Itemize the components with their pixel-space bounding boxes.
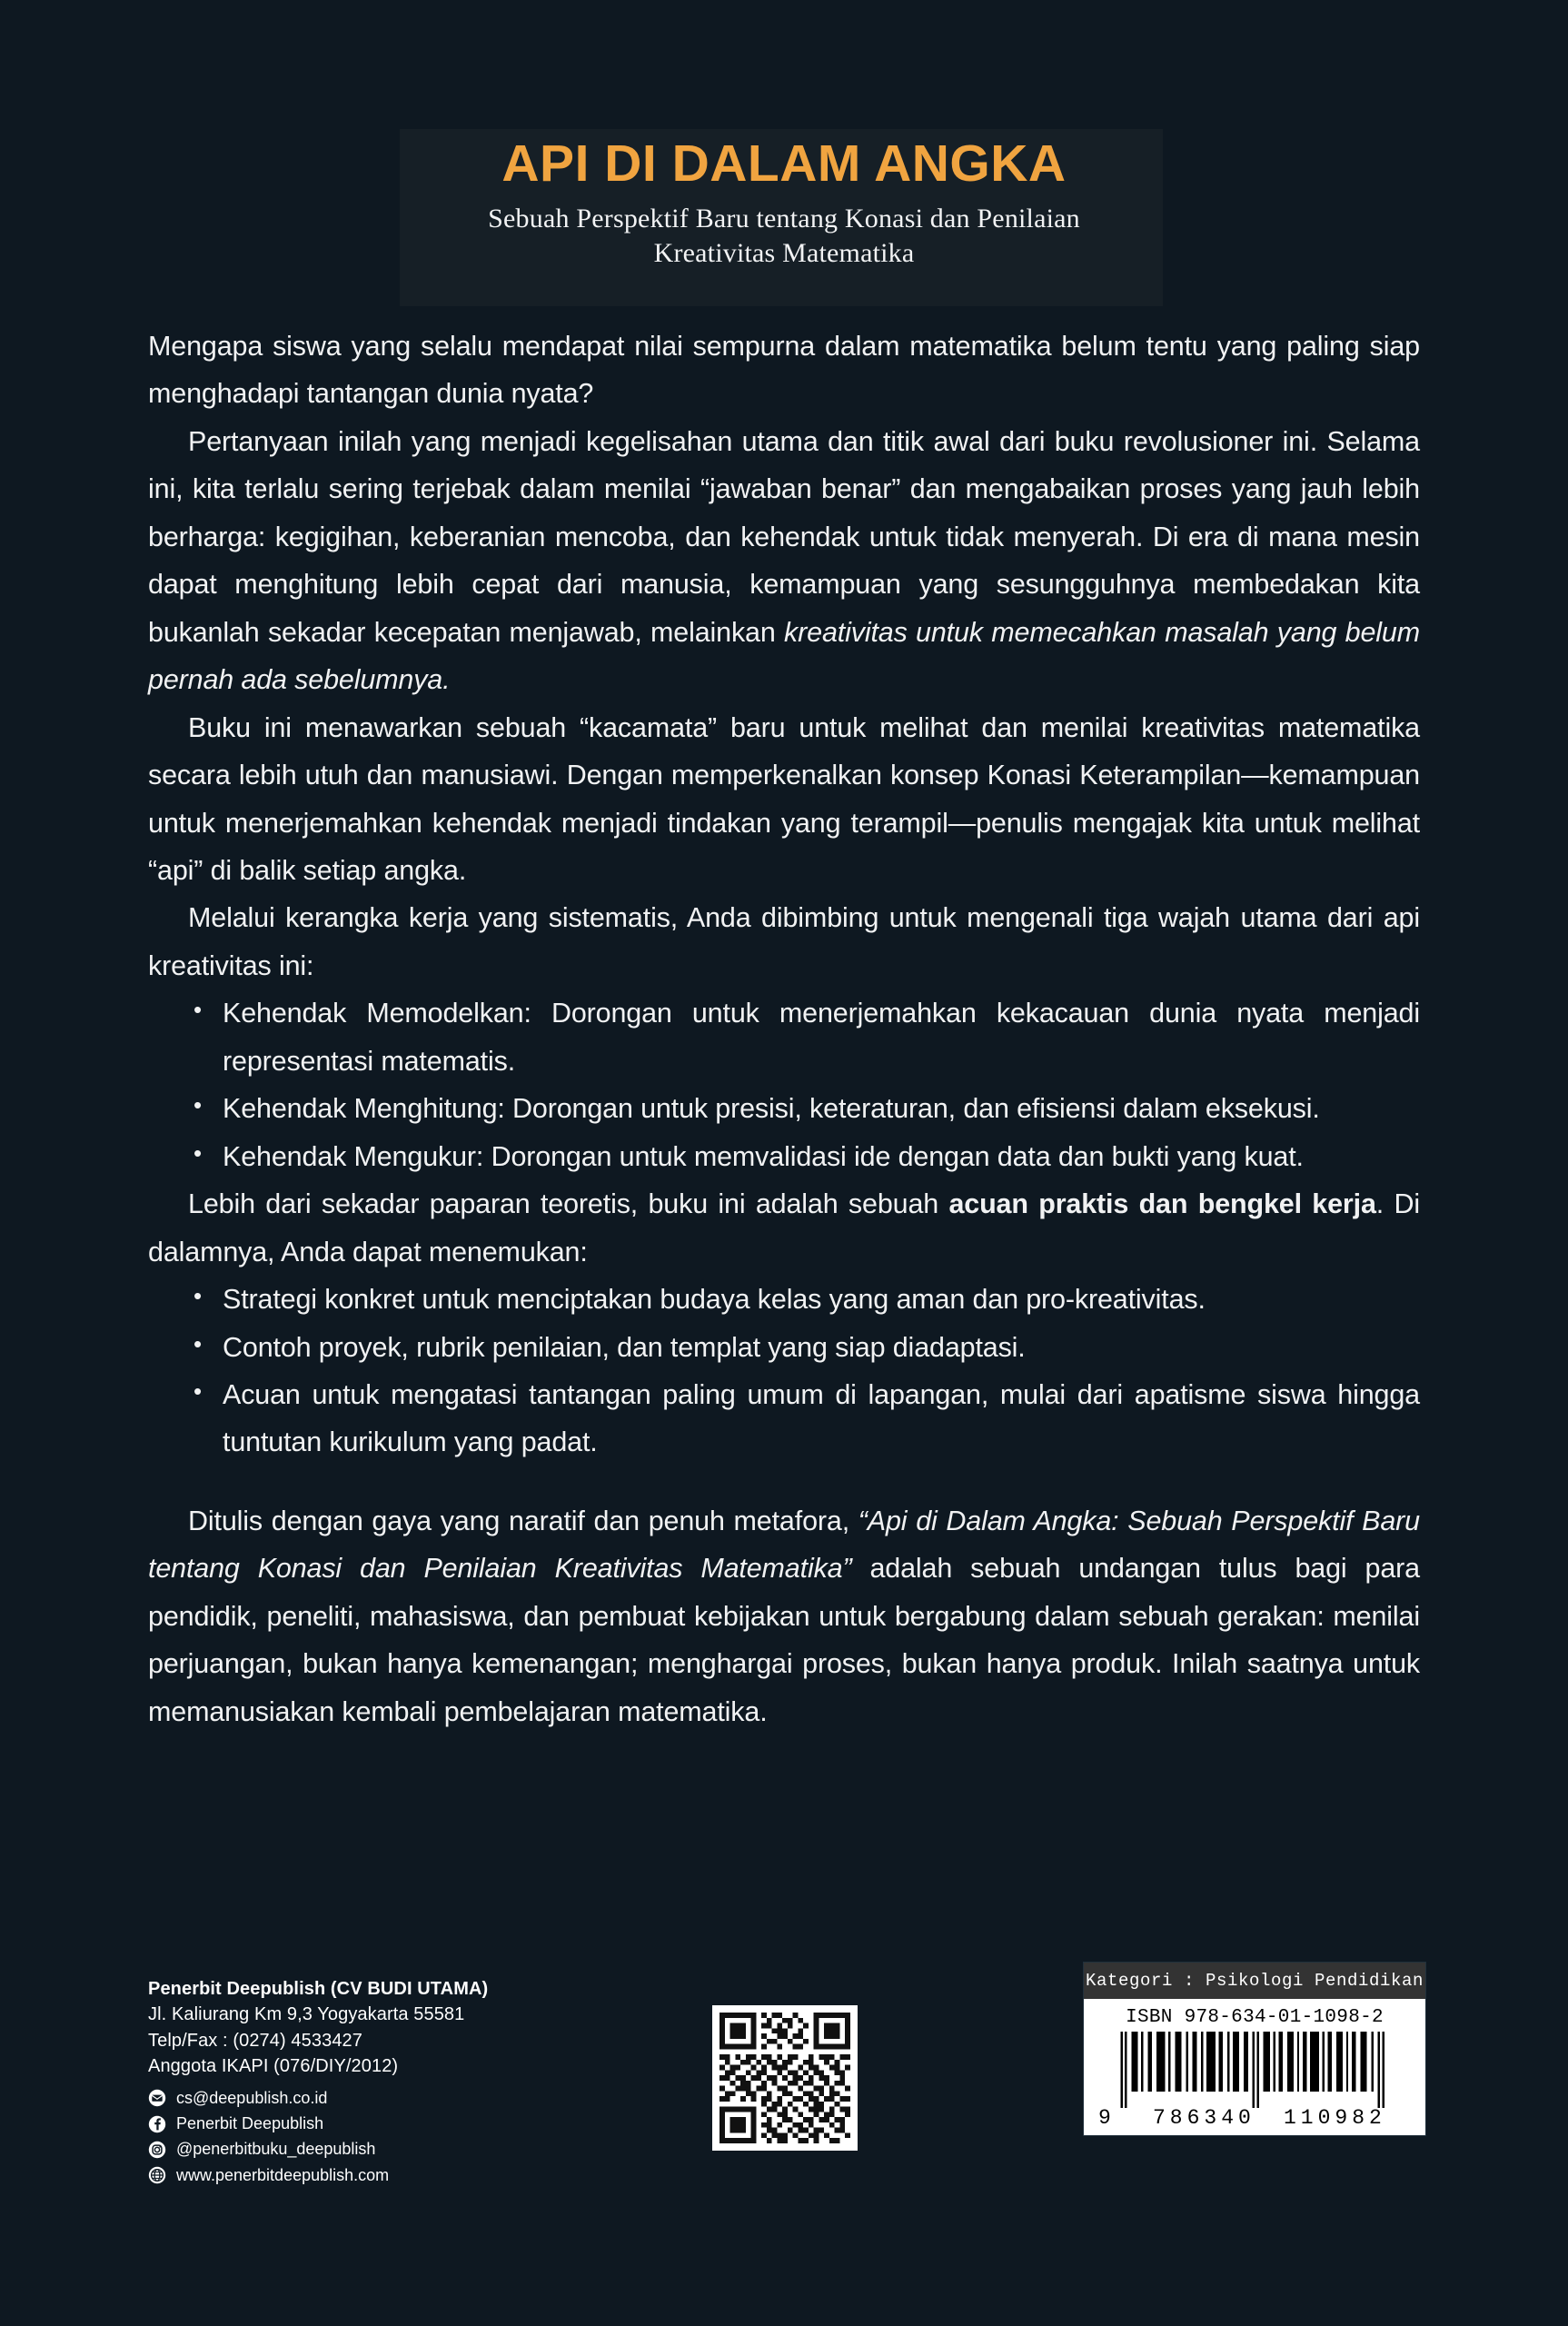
list-item (148, 1371, 1420, 1466)
contact-instagram-label: @penerbitbuku_deepublish (176, 2140, 376, 2159)
list-item-label: Acuan untuk mengatasi tantangan paling umum di lapangan, mulai dari apatisme siswa hingga tuntutan kurikulum yang padat. (223, 1378, 1420, 1458)
blurb-paragraph-2 (148, 418, 1420, 704)
contact-email-label: cs@deepublish.co.id (176, 2088, 328, 2107)
blurb-paragraph-6-title: “Api di Dalam Angka: Sebuah Perspektif Baru tentang Konasi dan Penilaian Kreativitas Matematika” (148, 1505, 1420, 1585)
bullet-dot-icon: • (194, 1329, 202, 1357)
blurb-paragraph-6 (148, 1497, 1420, 1735)
contact-instagram[interactable] (148, 2137, 711, 2162)
back-cover-blurb (148, 323, 1420, 1735)
bullet-dot-icon: • (194, 996, 202, 1024)
list-item-label: Contoh proyek, rubrik penilaian, dan templat yang siap diadaptasi. (223, 1331, 1026, 1363)
blurb-paragraph-5-strong: acuan praktis dan bengkel kerja (948, 1188, 1376, 1220)
globe-icon (148, 2166, 166, 2184)
ean-digits (1097, 2108, 1413, 2128)
page-title: API DI DALAM ANGKA (501, 134, 1067, 193)
ean-middle-digits: 786340 (1153, 2106, 1255, 2130)
blurb-paragraph-5 (148, 1180, 1420, 1276)
list-item-label: Kehendak Mengukur: Dorongan untuk memvalidasi ide dengan data dan bukti yang kuat. (223, 1140, 1304, 1172)
barcode (1097, 2032, 1413, 2130)
barcode-image (1097, 2032, 1413, 2108)
bullet-dot-icon: • (194, 1282, 202, 1310)
kategori-label: Kategori : Psikologi Pendidikan (1084, 1963, 1425, 1999)
blurb-paragraph-6-lead: Ditulis dengan gaya yang naratif dan penuh metafora, (188, 1505, 858, 1536)
ean-left-digit: 9 (1098, 2106, 1111, 2130)
blurb-paragraph-6-tail: adalah sebuah undangan tulus bagi para pendidik, peneliti, mahasiswa, dan pembuat kebijakan untuk bergabung dalam sebuah gerakan: menilai perjuangan, bukan hanya kemenangan; menghargai proses, bukan hanya produk. Inilah saatnya untuk memanusiakan kembali pembelajaran matematika. (148, 1553, 1420, 1727)
blurb-paragraph-4: Melalui kerangka kerja yang sistematis, Anda dibimbing untuk mengenali tiga wajah utama dari api kreativitas ini: (148, 902, 1420, 981)
isbn-body (1084, 1999, 1425, 2135)
publisher-info (148, 1976, 711, 2189)
list-item (148, 989, 1420, 1085)
email-icon (148, 2089, 166, 2107)
blurb-paragraph-2-text: Pertanyaan inilah yang menjadi kegelisahan utama dan titik awal dari buku revolusioner ini. Selama ini, kita terlalu sering terjebak dalam menilai “jawaban benar” dan mengabaikan proses yang jauh lebih berharga: kegigihan, keberanian mencoba, dan kehendak untuk tidak menyerah. Di era di mana mesin dapat menghitung lebih cepat dari manusia, kemampuan yang sesungguhnya membedakan kita bukanlah sekadar kecepatan menjawab, melainkan (148, 425, 1420, 648)
instagram-icon (148, 2141, 166, 2159)
bullet-list-isi-buku (148, 1276, 1420, 1466)
publisher-phone: Telp/Fax : (0274) 4533427 (148, 2030, 362, 2051)
list-item-label: Kehendak Memodelkan: Dorongan untuk menerjemahkan kekacauan dunia nyata menjadi representasi matematis. (223, 998, 1420, 1077)
blurb-paragraph-5-lead: Lebih dari sekadar paparan teoretis, buku ini adalah sebuah (188, 1188, 949, 1220)
publisher-membership: Anggota IKAPI (076/DIY/2012) (148, 2056, 399, 2077)
bullet-dot-icon: • (194, 1138, 202, 1167)
list-item-label: Strategi konkret untuk menciptakan budaya kelas yang aman dan pro-kreativitas. (223, 1284, 1206, 1316)
blurb-paragraph-5-tail: . Di dalamnya, Anda dapat menemukan: (148, 1188, 1420, 1267)
bullet-dot-icon: • (194, 1091, 202, 1119)
isbn-number: ISBN 978-634-01-1098-2 (1126, 2007, 1384, 2028)
contact-facebook[interactable] (148, 2112, 711, 2136)
bullet-list-kehendak (148, 989, 1420, 1180)
blurb-paragraph-3: Buku ini menawarkan sebuah “kacamata” baru untuk melihat dan menilai kreativitas matematika secara lebih utuh dan manusiawi. Dengan memperkenalkan konsep Konasi Keterampilan—kemampuan untuk menerjemahkan kehendak menjadi tindakan yang terampil—penulis mengajak kita untuk melihat “api” di balik setiap angka. (148, 711, 1420, 886)
qr-code-image (719, 2013, 850, 2143)
facebook-icon (148, 2115, 166, 2133)
publisher-name: Penerbit Deepublish (CV BUDI UTAMA) (148, 1979, 489, 1999)
title-block (0, 136, 1568, 271)
list-item-label: Kehendak Menghitung: Dorongan untuk presisi, keteraturan, dan efisiensi dalam eksekusi. (223, 1093, 1320, 1125)
publisher-address: Jl. Kaliurang Km 9,3 Yogyakarta 55581 (148, 2004, 465, 2025)
blurb-paragraph-2-emphasis: kreativitas untuk memecahkan masalah yang belum pernah ada sebelumnya. (148, 616, 1420, 696)
book-subtitle-line-1: Sebuah Perspektif Baru tentang Konasi dan Penilaian (488, 203, 1080, 234)
list-item (148, 1133, 1420, 1180)
list-item (148, 1324, 1420, 1371)
contact-facebook-label: Penerbit Deepublish (176, 2113, 324, 2132)
book-subtitle-line-2: Kreativitas Matematika (653, 237, 915, 268)
list-item (148, 1276, 1420, 1323)
list-item (148, 1085, 1420, 1132)
publisher-contact-list (148, 2086, 711, 2188)
contact-website[interactable] (148, 2163, 711, 2188)
isbn-barcode-box (1083, 1962, 1426, 2136)
qr-code[interactable] (712, 2005, 858, 2151)
bullet-dot-icon: • (194, 1377, 202, 1405)
contact-email[interactable] (148, 2086, 711, 2111)
book-subtitle (0, 202, 1568, 272)
ean-right-digits: 110982 (1284, 2106, 1386, 2130)
contact-website-label: www.penerbitdeepublish.com (176, 2165, 390, 2184)
blurb-paragraph-1: Mengapa siswa yang selalu mendapat nilai sempurna dalam matematika belum tentu yang paling siap menghadapi tantangan dunia nyata? (148, 331, 1420, 410)
